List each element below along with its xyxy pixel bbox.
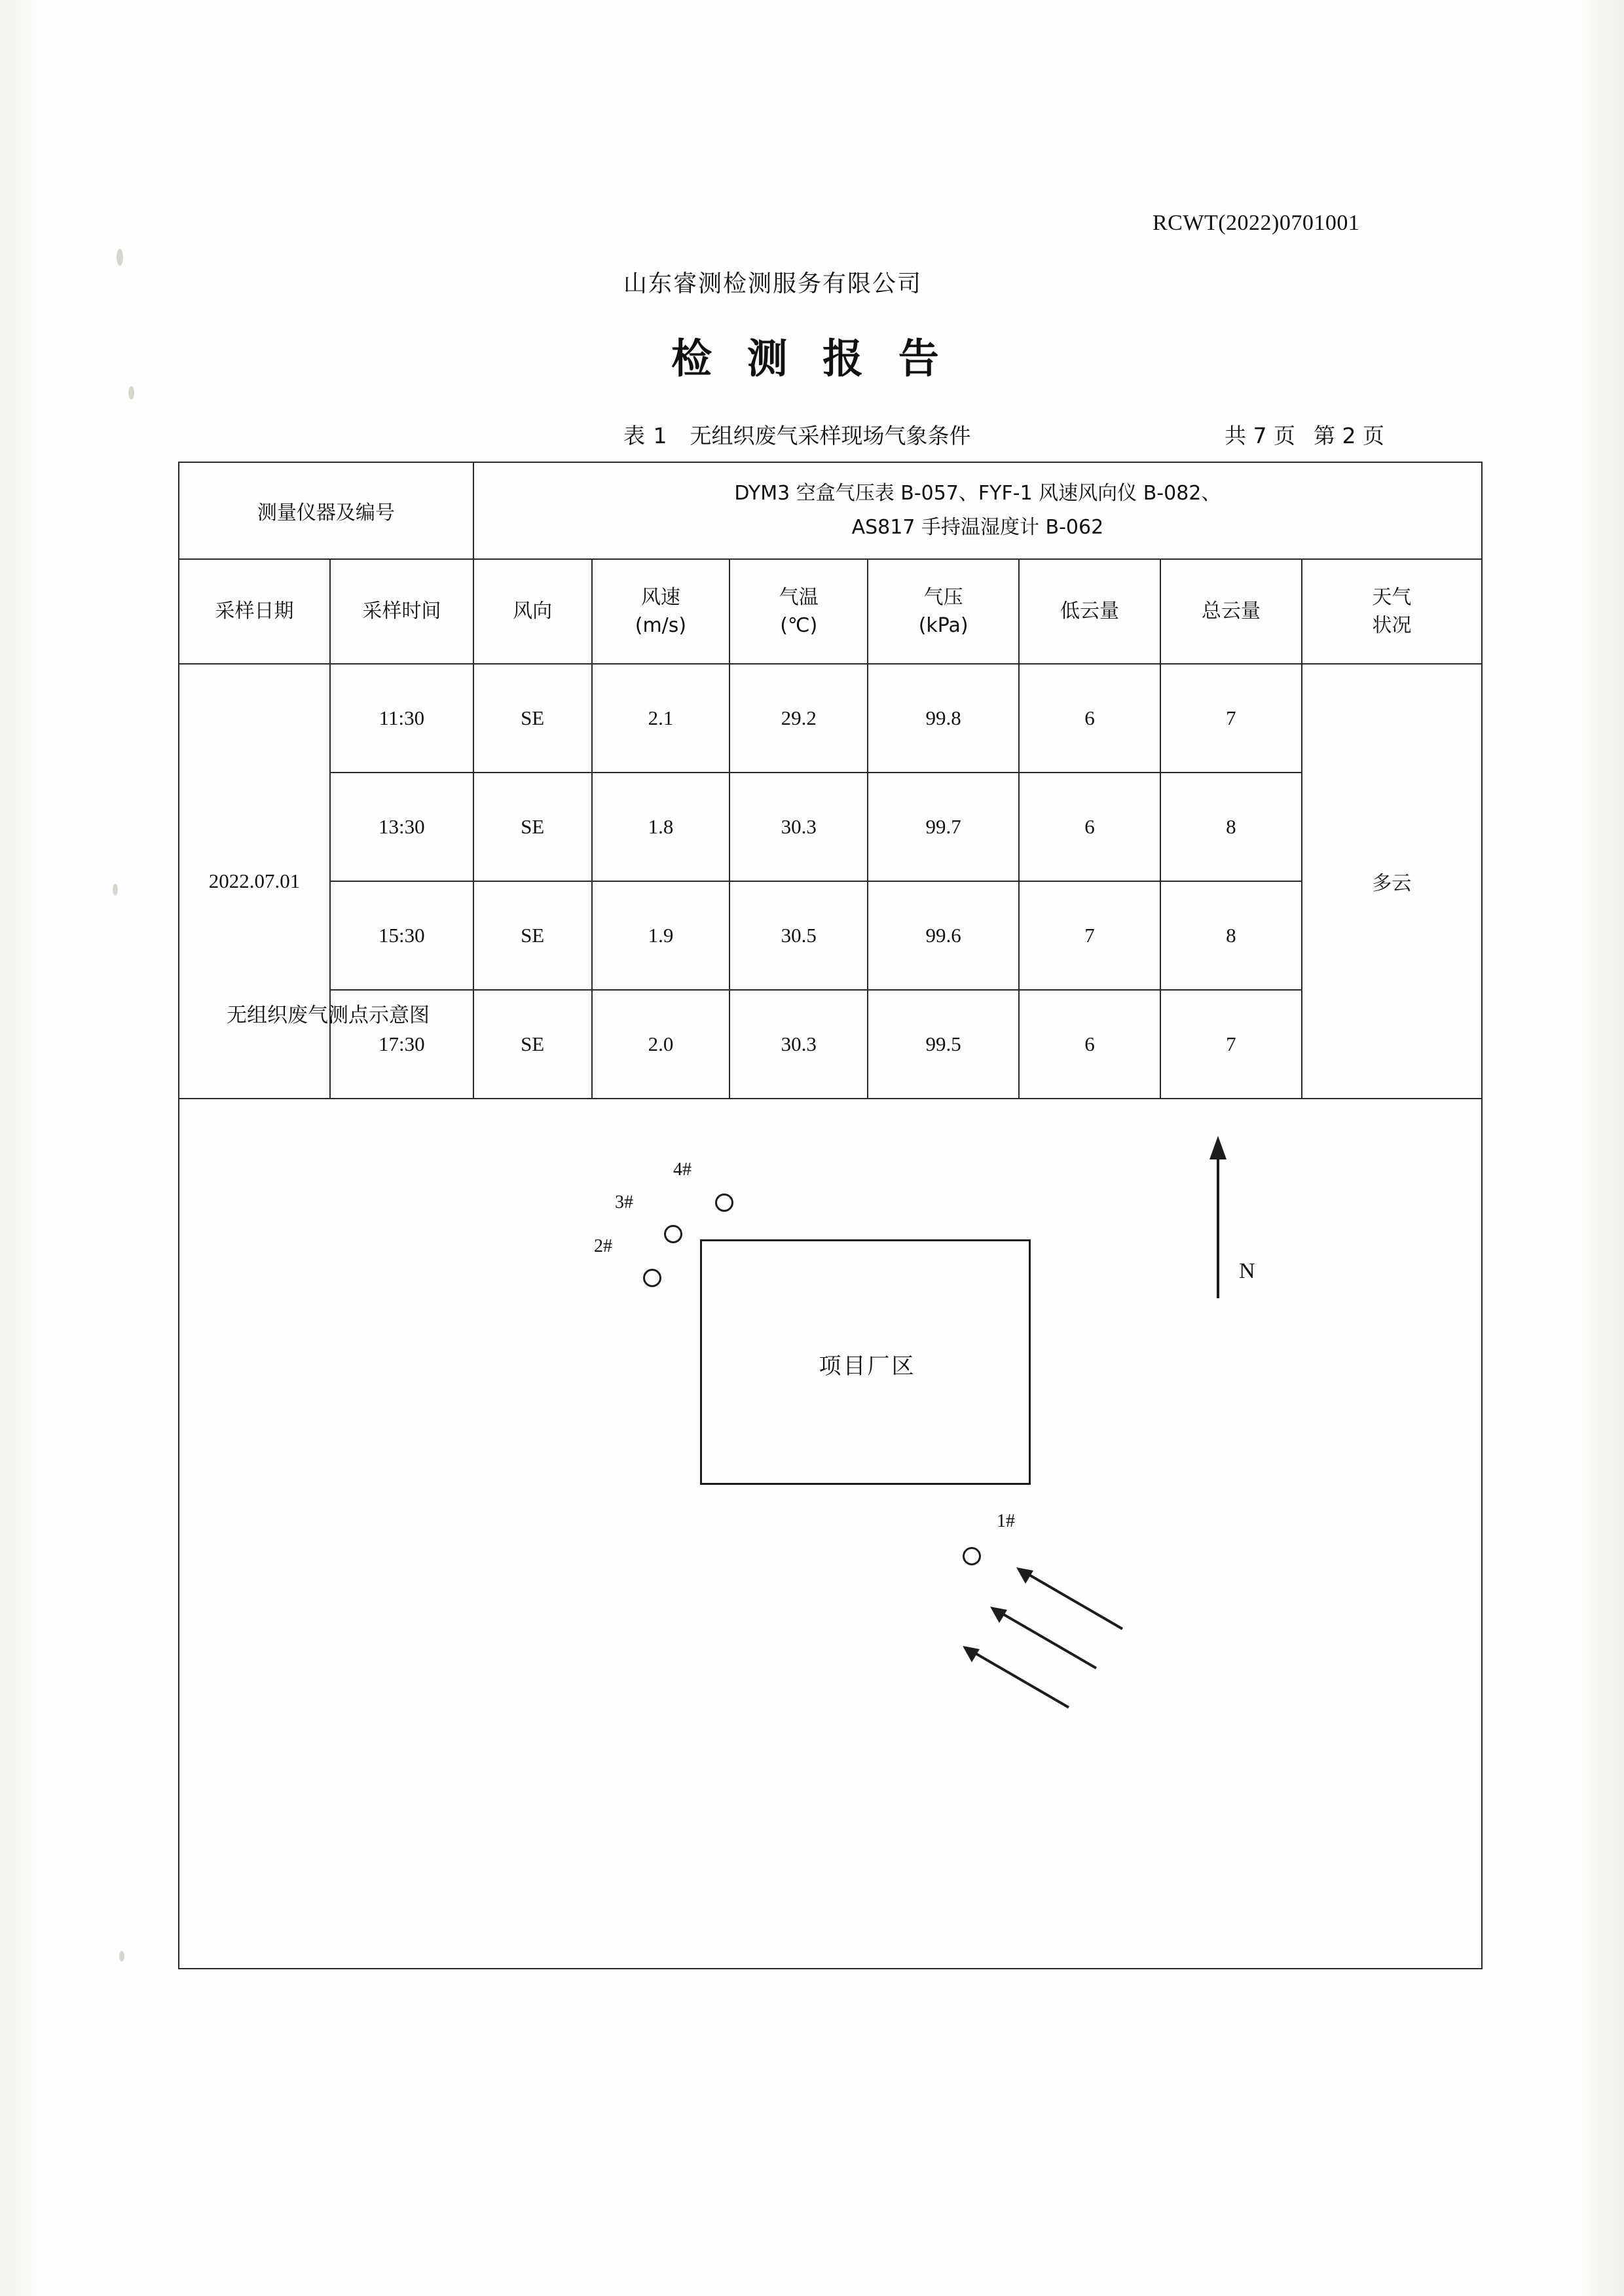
cell-low-cloud: 6 [1019,990,1160,1099]
column-header-low-cloud: 低云量 [1019,559,1160,664]
cell-wind-direction: SE [473,773,592,881]
cell-sampling-date: 2022.07.01 [179,664,330,1099]
cell-wind-direction: SE [473,990,592,1099]
scan-speck [119,1951,124,1961]
cell-total-cloud: 7 [1160,664,1302,773]
column-header-temperature-top: 气温 [779,585,819,609]
cell-temperature: 30.5 [729,881,868,990]
column-header-weather [1302,559,1482,664]
cell-weather: 多云 [1302,664,1482,1099]
cell-low-cloud: 6 [1019,664,1160,773]
cell-total-cloud: 7 [1160,990,1302,1099]
table-row [179,773,1482,881]
monitoring-point-4-label: 4# [673,1159,692,1180]
cell-pressure: 99.7 [868,773,1019,881]
cell-low-cloud: 7 [1019,881,1160,990]
cell-temperature: 29.2 [729,664,868,773]
cell-time: 15:30 [330,881,473,990]
diagram-title: 无组织废气测点示意图 [227,1004,430,1027]
instrument-value [473,462,1482,559]
scan-edge-left [0,0,39,2296]
column-header-pressure-top: 气压 [923,585,963,609]
table-caption-text: 无组织废气采样现场气象条件 [690,423,971,448]
cell-wind-speed: 2.1 [592,664,730,773]
scan-speck [113,884,118,896]
monitoring-point-1-label: 1# [997,1511,1015,1531]
cell-low-cloud: 6 [1019,773,1160,881]
column-header-wind-speed-unit: (m/s) [635,614,687,637]
cell-pressure: 99.5 [868,990,1019,1099]
column-header-pressure-unit: (kPa) [918,614,969,637]
column-header-weather-bottom: 状况 [1372,614,1412,637]
column-header-wind-direction: 风向 [473,559,592,664]
instrument-line-2: AS817 手持温湿度计 B-062 [851,516,1104,539]
monitoring-point-3 [664,1225,682,1243]
cell-wind-speed: 1.9 [592,881,730,990]
cell-wind-direction: SE [473,664,592,773]
cell-total-cloud: 8 [1160,881,1302,990]
cell-time: 17:30 [330,990,473,1099]
page-total: 共 7 页 [1225,423,1295,448]
plant-area-label: 项目厂区 [819,1353,916,1379]
company-name: 山东睿测检测服务有限公司 [623,270,923,297]
north-label: N [1239,1259,1255,1283]
scan-speck [128,386,134,399]
monitoring-points-diagram [178,951,1483,1969]
cell-time: 11:30 [330,664,473,773]
monitoring-point-2 [643,1269,661,1287]
cell-pressure: 99.8 [868,664,1019,773]
table-row [179,664,1482,773]
cell-total-cloud: 8 [1160,773,1302,881]
monitoring-point-4 [715,1194,733,1212]
page-title: 检 测 报 告 [671,335,950,382]
column-header-time: 采样时间 [330,559,473,664]
column-header-temperature-unit: (℃) [780,614,818,637]
cell-temperature: 30.3 [729,990,868,1099]
scan-speck [117,249,123,266]
page-current: 第 2 页 [1313,423,1384,448]
monitoring-point-2-label: 2# [594,1236,612,1256]
column-header-weather-top: 天气 [1372,585,1412,609]
cell-time: 13:30 [330,773,473,881]
column-header-wind-speed [592,559,730,664]
monitoring-point-3-label: 3# [615,1192,633,1212]
table-label: 表 1 [623,423,668,448]
column-header-wind-speed-top: 风速 [640,585,680,609]
cell-wind-direction: SE [473,881,592,990]
cell-wind-speed: 2.0 [592,990,730,1099]
cell-temperature: 30.3 [729,773,868,881]
page-number [1225,419,1384,450]
instrument-line-1: DYM3 空盒气压表 B-057、FYF-1 风速风向仪 B-082、 [734,481,1221,505]
document-code: RCWT(2022)0701001 [1153,211,1360,235]
column-header-pressure [868,559,1019,664]
scan-edge-right [1578,0,1624,2296]
column-header-total-cloud: 总云量 [1160,559,1302,664]
cell-pressure: 99.6 [868,881,1019,990]
cell-wind-speed: 1.8 [592,773,730,881]
column-header-temperature [729,559,868,664]
table-caption [623,419,971,450]
instrument-label: 测量仪器及编号 [179,462,473,559]
plant-area-box [700,1239,1031,1485]
column-header-date: 采样日期 [179,559,330,664]
monitoring-point-1 [963,1547,981,1565]
